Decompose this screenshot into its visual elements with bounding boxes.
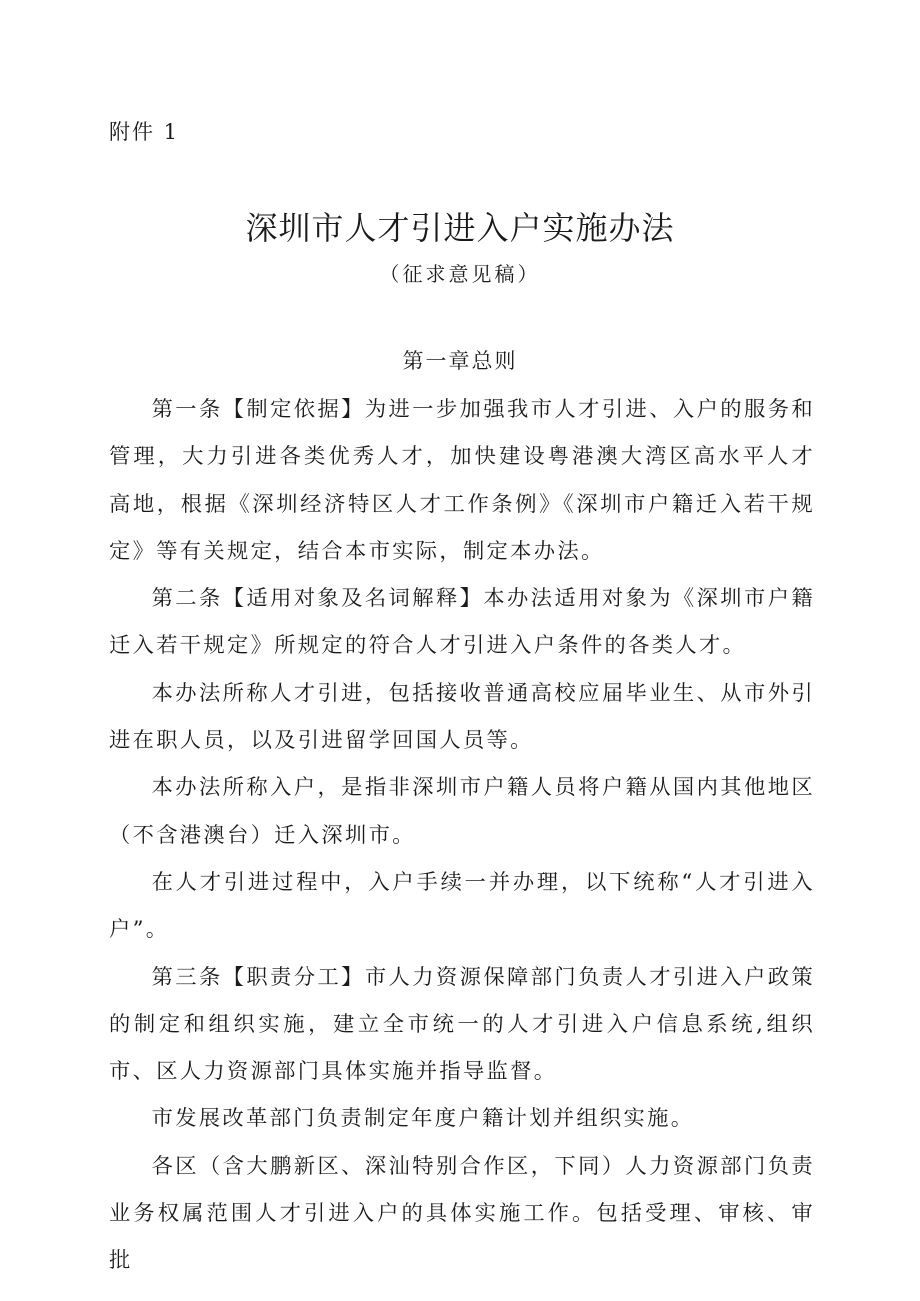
document-subtitle: （征求意见稿） bbox=[379, 262, 541, 286]
paragraph: 本办法所称人才引进，包括接收普通高校应届毕业生、从市外引进在职人员，以及引进留学回国人员等。 bbox=[109, 680, 815, 754]
paragraph-article-2: 第二条【适用对象及名词解释】本办法适用对象为《深圳市户籍迁入若干规定》所规定的符合人才引进入户条件的各类人才。 bbox=[109, 586, 815, 659]
paragraph: 在人才引进过程中，入户手续一并办理，以下统称“人才引进入户”。 bbox=[109, 869, 815, 943]
document-title: 深圳市人才引进入户实施办法 bbox=[245, 209, 675, 247]
document-body bbox=[109, 386, 815, 1285]
attachment-label: 附件 1 bbox=[109, 120, 180, 144]
paragraph-article-1: 第一条【制定依据】为进一步加强我市人才引进、入户的服务和管理，大力引进各类优秀人才，加快建设粤港澳大湾区高水平人才高地，根据《深圳经济特区人才工作条例》《深圳市户籍迁入若干规定》等有关规定，结合本市实际，制定本办法。 bbox=[109, 397, 815, 564]
paragraph-article-3: 第三条【职责分工】市人力资源保障部门负责人才引进入户政策的制定和组织实施，建立全市统一的人才引进入户信息系统,组织市、区人力资源部门具体实施并指导监督。 bbox=[109, 964, 815, 1085]
paragraph: 市发展改革部门负责制定年度户籍计划并组织实施。 bbox=[151, 1106, 695, 1132]
chapter-heading: 第一章总则 bbox=[402, 349, 518, 373]
paragraph: 本办法所称入户，是指非深圳市户籍人员将户籍从国内其他地区（不含港澳台）迁入深圳市。 bbox=[109, 775, 815, 848]
paragraph: 各区（含大鹏新区、深汕特别合作区，下同）人力资源部门负责业务权属范围人才引进入户的具体实施工作。包括受理、审核、审批 bbox=[109, 1153, 815, 1274]
